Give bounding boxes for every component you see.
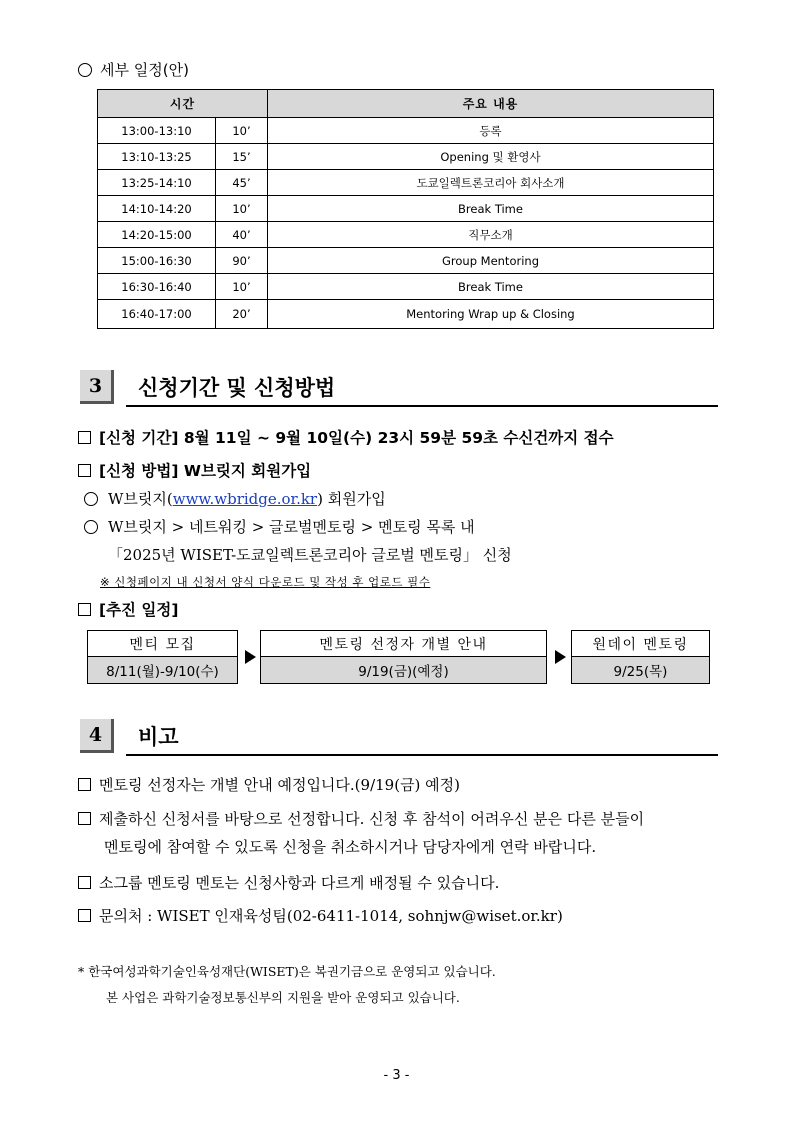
remark-4 (78, 905, 563, 926)
header-time: 시간 (98, 90, 268, 118)
square-bullet-icon (78, 603, 91, 616)
flow-step-label: 원데이 멘토링 (572, 631, 709, 657)
time-cell: 14:10-14:20 (98, 196, 216, 222)
table-row (98, 222, 714, 248)
table-row (98, 170, 714, 196)
table-row (98, 118, 714, 144)
flow-step-2 (260, 630, 547, 684)
method-item-1-text: W브릿지(www.wbridge.or.kr) 회원가입 (108, 490, 386, 508)
duration-cell: 10’ (216, 196, 268, 222)
flow-step-1 (87, 630, 238, 684)
footnote-line-2: 본 사업은 과학기술정보통신부의 지원을 받아 운영되고 있습니다. (106, 990, 460, 1005)
schedule-heading-text: 세부 일정(안) (100, 61, 189, 79)
table-row (98, 300, 714, 329)
duration-cell: 20’ (216, 300, 268, 329)
content-cell: 등록 (268, 118, 714, 144)
time-cell: 13:00-13:10 (98, 118, 216, 144)
square-bullet-icon (78, 876, 91, 889)
section-3-header (80, 370, 718, 410)
content-cell: 직무소개 (268, 222, 714, 248)
flow-step-label: 멘티 모집 (88, 631, 237, 657)
apply-period-text: [신청 기간] 8월 11일 ~ 9월 10일(수) 23시 59분 59초 수신건까지 접수 (99, 429, 614, 447)
duration-cell: 40’ (216, 222, 268, 248)
method-item-2-line2: 「2025년 WISET-도쿄일렉트론코리아 글로벌 멘토링」 신청 (108, 546, 512, 564)
header-content: 주요 내용 (268, 90, 714, 118)
schedule-label (78, 598, 178, 620)
square-bullet-icon (78, 464, 91, 477)
page-number: - 3 - (383, 1068, 410, 1083)
remark-text: 제출하신 신청서를 바탕으로 선정합니다. 신청 후 참석이 어려우신 분은 다른 분들이 (99, 810, 645, 828)
arrow-right-icon (555, 650, 566, 664)
flow-step-date: 9/19(금)(예정) (261, 657, 546, 683)
circle-bullet-icon (84, 492, 98, 506)
duration-cell: 10’ (216, 274, 268, 300)
section-rule (126, 405, 718, 407)
arrow-right-icon (245, 650, 256, 664)
square-bullet-icon (78, 812, 91, 825)
time-cell: 16:40-17:00 (98, 300, 216, 329)
schedule-heading (78, 59, 189, 80)
table-row (98, 274, 714, 300)
square-bullet-icon (78, 909, 91, 922)
square-bullet-icon (78, 431, 91, 444)
circle-bullet-icon (84, 520, 98, 534)
time-cell: 15:00-16:30 (98, 248, 216, 274)
flow-step-date: 9/25(목) (572, 657, 709, 683)
method-item-2-line1: W브릿지 > 네트워킹 > 글로벌멘토링 > 멘토링 목록 내 (108, 518, 475, 536)
remark-text: 소그룹 멘토링 멘토는 신청사항과 다르게 배정될 수 있습니다. (99, 874, 500, 892)
apply-method (78, 459, 311, 481)
flow-step-3 (571, 630, 710, 684)
time-cell: 13:10-13:25 (98, 144, 216, 170)
table-row (98, 196, 714, 222)
square-bullet-icon (78, 778, 91, 791)
section-number: 4 (80, 719, 114, 753)
wbridge-link[interactable]: www.wbridge.or.kr (172, 490, 318, 508)
duration-cell: 90’ (216, 248, 268, 274)
remark-2 (78, 808, 644, 829)
content-cell: Break Time (268, 196, 714, 222)
apply-method-text: [신청 방법] W브릿지 회원가입 (99, 462, 312, 480)
time-cell: 14:20-15:00 (98, 222, 216, 248)
method-item-2 (84, 516, 475, 537)
section-title: 비고 (138, 725, 179, 749)
remark-text: 멘토링 선정자는 개별 안내 예정입니다.(9/19(금) 예정) (99, 776, 461, 794)
content-cell: Opening 및 환영사 (268, 144, 714, 170)
footnote-line-1: * 한국여성과학기술인육성재단(WISET)은 복권기금으로 운영되고 있습니다. (78, 964, 496, 979)
upload-note: ※ 신청페이지 내 신청서 양식 다운로드 및 작성 후 업로드 필수 (100, 575, 431, 589)
remark-text: 문의처 : WISET 인재육성팀(02-6411-1014, sohnjw@wiset.or.kr) (99, 907, 563, 925)
time-cell: 16:30-16:40 (98, 274, 216, 300)
duration-cell: 10’ (216, 118, 268, 144)
table-header-row (98, 90, 714, 118)
section-number: 3 (80, 370, 114, 404)
schedule-table-body (98, 118, 714, 329)
section-rule (126, 754, 718, 756)
content-cell: Break Time (268, 274, 714, 300)
flow-step-label: 멘토링 선정자 개별 안내 (261, 631, 546, 657)
circle-bullet-icon (78, 63, 92, 77)
duration-cell: 15’ (216, 144, 268, 170)
remark-2-continued: 멘토링에 참여할 수 있도록 신청을 취소하시거나 담당자에게 연락 바랍니다. (104, 838, 597, 856)
content-cell: Mentoring Wrap up & Closing (268, 300, 714, 329)
duration-cell: 45’ (216, 170, 268, 196)
table-row (98, 248, 714, 274)
remark-1 (78, 774, 460, 795)
schedule-label-text: [추진 일정] (99, 601, 179, 619)
section-title: 신청기간 및 신청방법 (138, 376, 336, 400)
table-row (98, 144, 714, 170)
remark-3 (78, 872, 499, 893)
method-item-1 (84, 488, 386, 509)
content-cell: Group Mentoring (268, 248, 714, 274)
schedule-table (97, 89, 714, 329)
time-cell: 13:25-14:10 (98, 170, 216, 196)
apply-period (78, 426, 614, 448)
section-4-header (80, 719, 718, 759)
flow-step-date: 8/11(월)-9/10(수) (88, 657, 237, 683)
content-cell: 도쿄일렉트론코리아 회사소개 (268, 170, 714, 196)
